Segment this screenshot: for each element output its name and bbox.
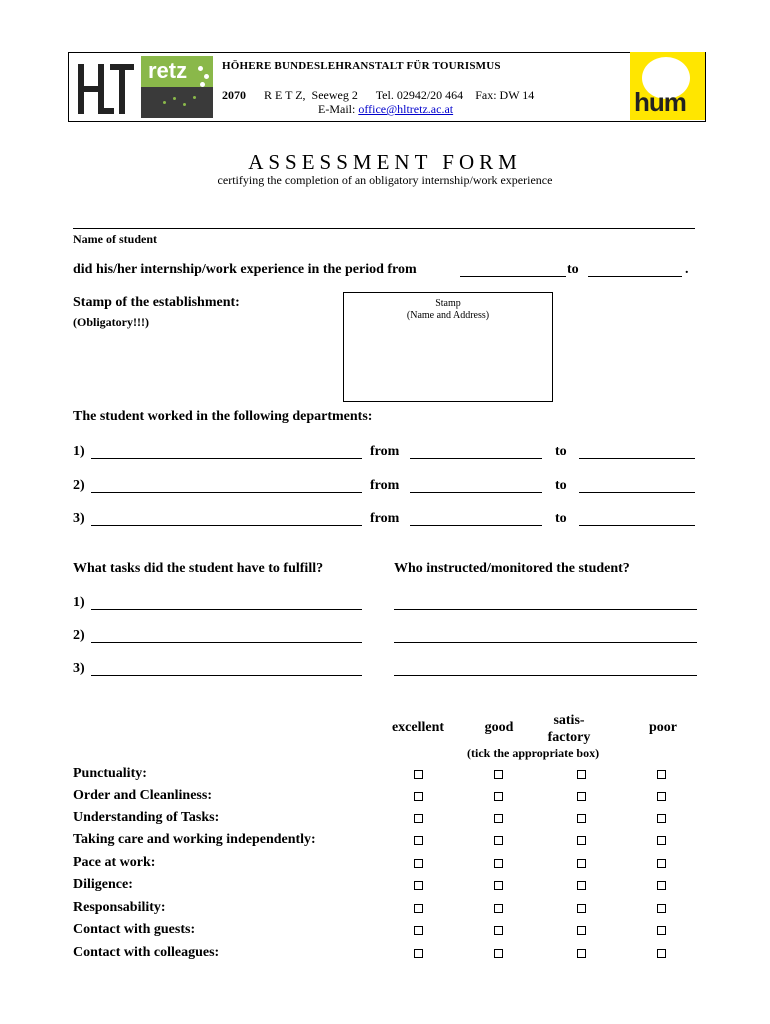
tick-note: (tick the appropriate box) <box>467 746 600 760</box>
criterion-label: Punctuality: <box>73 766 147 781</box>
checkbox-excellent[interactable] <box>414 770 423 779</box>
department-row-number: 1) <box>73 444 85 459</box>
department-to-label: to <box>555 444 567 459</box>
task-field[interactable] <box>91 609 362 610</box>
address: R E T Z, Seeweg 2 <box>264 88 358 102</box>
column-header-poor: poor <box>649 720 677 735</box>
checkbox-poor[interactable] <box>657 836 666 845</box>
logo-dot-icon <box>198 66 203 71</box>
instructor-field[interactable] <box>394 609 697 610</box>
instructor-heading: Who instructed/monitored the student? <box>394 561 630 576</box>
checkbox-excellent[interactable] <box>414 926 423 935</box>
postcode: 2070 <box>222 88 246 102</box>
tasks-heading: What tasks did the student have to fulfill? <box>73 561 324 576</box>
checkbox-satisfactory[interactable] <box>577 949 586 958</box>
checkbox-good[interactable] <box>494 836 503 845</box>
department-from-label: from <box>370 478 400 493</box>
checkbox-excellent[interactable] <box>414 814 423 823</box>
criterion-label: Contact with colleagues: <box>73 945 220 960</box>
department-row-number: 2) <box>73 478 85 493</box>
department-from-field[interactable] <box>410 525 542 526</box>
fax: Fax: DW 14 <box>475 88 535 102</box>
checkbox-excellent[interactable] <box>414 881 423 890</box>
hum-logo-text: hum <box>634 87 686 117</box>
criterion-label: Order and Cleanliness: <box>73 788 212 803</box>
period-from-field[interactable] <box>460 276 566 277</box>
departments-heading: The student worked in the following departments: <box>73 409 373 424</box>
email-line <box>318 102 453 117</box>
department-from-label: from <box>370 444 400 459</box>
department-to-field[interactable] <box>579 458 695 459</box>
checkbox-good[interactable] <box>494 949 503 958</box>
period-to-field[interactable] <box>588 276 682 277</box>
stamp-label: Stamp of the establishment: <box>73 295 240 310</box>
column-header-good: good <box>484 720 514 735</box>
department-to-label: to <box>555 511 567 526</box>
criterion-label: Responsability: <box>73 900 166 915</box>
instructor-field[interactable] <box>394 675 697 676</box>
email-link[interactable]: office@hltretz.ac.at <box>358 102 454 116</box>
department-from-field[interactable] <box>410 492 542 493</box>
department-field[interactable] <box>91 525 362 526</box>
task-row-number: 3) <box>73 661 85 676</box>
department-to-field[interactable] <box>579 492 695 493</box>
checkbox-good[interactable] <box>494 926 503 935</box>
checkbox-satisfactory[interactable] <box>577 904 586 913</box>
task-row-number: 1) <box>73 595 85 610</box>
checkbox-poor[interactable] <box>657 770 666 779</box>
checkbox-excellent[interactable] <box>414 836 423 845</box>
stamp-obligatory-note: (Obligatory!!!) <box>73 315 149 329</box>
criterion-label: Understanding of Tasks: <box>73 810 220 825</box>
department-to-label: to <box>555 478 567 493</box>
criterion-label: Contact with guests: <box>73 922 196 937</box>
checkbox-satisfactory[interactable] <box>577 770 586 779</box>
checkbox-good[interactable] <box>494 859 503 868</box>
checkbox-good[interactable] <box>494 792 503 801</box>
period-end-mark: . <box>685 262 689 277</box>
task-field[interactable] <box>91 642 362 643</box>
hlt-logo-icon <box>74 58 138 118</box>
telephone: Tel. 02942/20 464 <box>375 88 464 102</box>
checkbox-poor[interactable] <box>657 904 666 913</box>
checkbox-good[interactable] <box>494 904 503 913</box>
checkbox-poor[interactable] <box>657 814 666 823</box>
task-row-number: 2) <box>73 628 85 643</box>
period-to-label: to <box>567 262 579 277</box>
checkbox-satisfactory[interactable] <box>577 859 586 868</box>
form-subtitle: certifying the completion of an obligatory internship/work experience <box>217 173 553 187</box>
stamp-box-title: Stamp <box>435 298 461 309</box>
criterion-label: Diligence: <box>73 877 133 892</box>
checkbox-poor[interactable] <box>657 792 666 801</box>
criterion-label: Pace at work: <box>73 855 156 870</box>
checkbox-satisfactory[interactable] <box>577 836 586 845</box>
email-label: E-Mail: <box>318 102 356 116</box>
period-sentence <box>73 262 417 278</box>
checkbox-excellent[interactable] <box>414 904 423 913</box>
form-title: ASSESSMENT FORM <box>248 150 522 174</box>
column-header-excellent: excellent <box>391 720 445 735</box>
checkbox-poor[interactable] <box>657 926 666 935</box>
department-row-number: 3) <box>73 511 85 526</box>
retz-logo-text: retz <box>148 58 188 83</box>
retz-logo-bottom <box>141 87 213 118</box>
task-field[interactable] <box>91 675 362 676</box>
student-name-label: Name of student <box>73 232 157 246</box>
logo-dot-icon <box>204 74 209 79</box>
checkbox-satisfactory[interactable] <box>577 792 586 801</box>
checkbox-satisfactory[interactable] <box>577 926 586 935</box>
checkbox-excellent[interactable] <box>414 792 423 801</box>
department-from-field[interactable] <box>410 458 542 459</box>
stamp-box-subtitle: (Name and Address) <box>406 310 490 321</box>
checkbox-poor[interactable] <box>657 881 666 890</box>
department-to-field[interactable] <box>579 525 695 526</box>
school-name: HÖHERE BUNDESLEHRANSTALT FÜR TOURISMUS <box>222 60 501 72</box>
instructor-field[interactable] <box>394 642 697 643</box>
checkbox-poor[interactable] <box>657 859 666 868</box>
criterion-label: Taking care and working independently: <box>73 832 316 847</box>
checkbox-poor[interactable] <box>657 949 666 958</box>
checkbox-excellent[interactable] <box>414 859 423 868</box>
checkbox-good[interactable] <box>494 814 503 823</box>
checkbox-satisfactory[interactable] <box>577 814 586 823</box>
department-field[interactable] <box>91 492 362 493</box>
address-line <box>222 88 534 103</box>
department-field[interactable] <box>91 458 362 459</box>
checkbox-good[interactable] <box>494 770 503 779</box>
checkbox-good[interactable] <box>494 881 503 890</box>
column-header-satisfactory: satis- factory <box>547 713 591 745</box>
student-name-field[interactable] <box>73 228 695 229</box>
checkbox-excellent[interactable] <box>414 949 423 958</box>
period-label: did his/her internship/work experience in the period from <box>73 262 417 277</box>
logo-dot-icon <box>200 82 205 87</box>
department-from-label: from <box>370 511 400 526</box>
checkbox-satisfactory[interactable] <box>577 881 586 890</box>
